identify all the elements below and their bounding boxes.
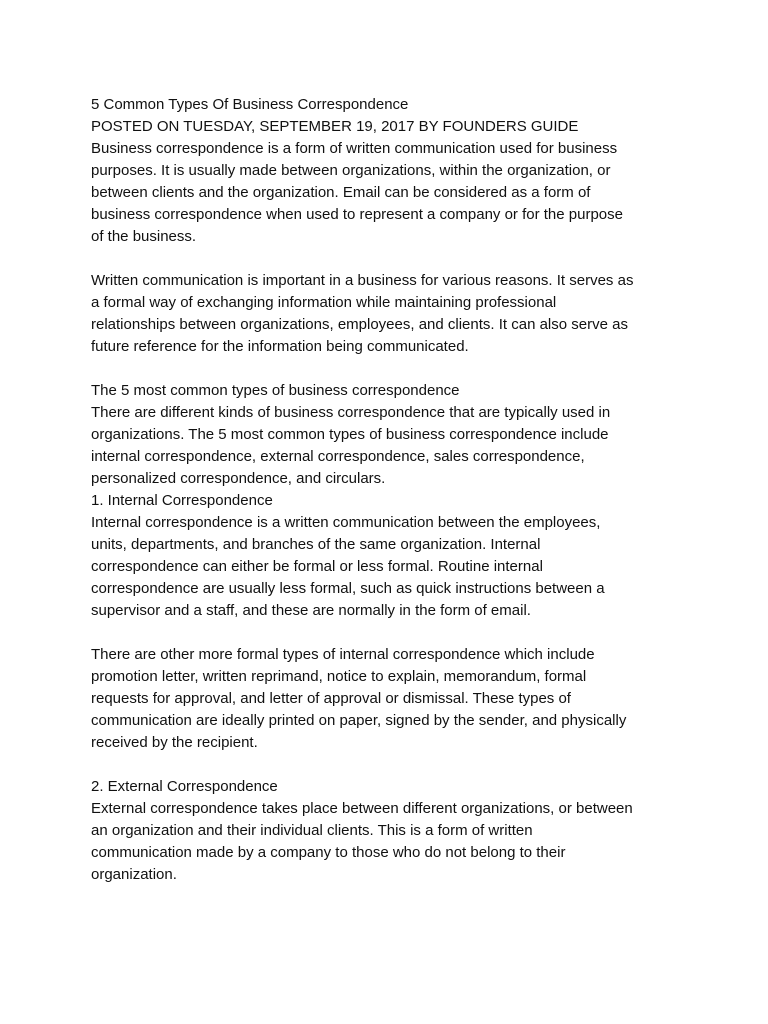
internal-formal-line: communication are ideally printed on paper, signed by the sender, and physically xyxy=(91,712,627,729)
types-heading: The 5 most common types of business correspondence xyxy=(91,382,460,399)
external-line: communication made by a company to those who do not belong to their xyxy=(91,844,566,861)
internal-line: correspondence can either be formal or less formal. Routine internal xyxy=(91,558,543,575)
types-line: There are different kinds of business correspondence that are typically used in xyxy=(91,404,611,421)
external-paragraph xyxy=(91,798,691,886)
importance-line: a formal way of exchanging information while maintaining professional xyxy=(91,294,557,311)
document-title: 5 Common Types Of Business Correspondence xyxy=(91,96,409,113)
internal-paragraph xyxy=(91,512,691,622)
document-byline: POSTED ON TUESDAY, SEPTEMBER 19, 2017 BY FOUNDERS GUIDE xyxy=(91,118,579,135)
intro-line: between clients and the organization. Email can be considered as a form of xyxy=(91,184,591,201)
intro-line: business correspondence when used to represent a company or for the purpose xyxy=(91,206,623,223)
types-line: organizations. The 5 most common types of business correspondence include xyxy=(91,426,609,443)
importance-line: future reference for the information being communicated. xyxy=(91,338,469,355)
internal-line: supervisor and a staff, and these are normally in the form of email. xyxy=(91,602,531,619)
internal-formal-line: There are other more formal types of internal correspondence which include xyxy=(91,646,595,663)
internal-formal-paragraph xyxy=(91,644,691,754)
types-paragraph xyxy=(91,402,691,490)
internal-formal-line: promotion letter, written reprimand, notice to explain, memorandum, formal xyxy=(91,668,587,685)
external-line: an organization and their individual clients. This is a form of written xyxy=(91,822,533,839)
internal-formal-line: requests for approval, and letter of approval or dismissal. These types of xyxy=(91,690,571,707)
types-line: personalized correspondence, and circulars. xyxy=(91,470,386,487)
internal-line: Internal correspondence is a written communication between the employees, xyxy=(91,514,601,531)
external-line: External correspondence takes place between different organizations, or between xyxy=(91,800,633,817)
internal-line: units, departments, and branches of the same organization. Internal xyxy=(91,536,541,553)
paragraph-gap xyxy=(91,358,691,380)
internal-formal-line: received by the recipient. xyxy=(91,734,258,751)
paragraph-gap xyxy=(91,622,691,644)
importance-line: Written communication is important in a business for various reasons. It serves as xyxy=(91,272,634,289)
importance-line: relationships between organizations, employees, and clients. It can also serve as xyxy=(91,316,628,333)
intro-line: of the business. xyxy=(91,228,197,245)
intro-line: Business correspondence is a form of written communication used for business xyxy=(91,140,618,157)
document-page xyxy=(91,94,691,886)
intro-paragraph xyxy=(91,138,691,248)
external-heading: 2. External Correspondence xyxy=(91,778,278,795)
types-line: internal correspondence, external correspondence, sales correspondence, xyxy=(91,448,585,465)
paragraph-gap xyxy=(91,754,691,776)
internal-heading: 1. Internal Correspondence xyxy=(91,492,273,509)
paragraph-gap xyxy=(91,248,691,270)
internal-line: correspondence are usually less formal, such as quick instructions between a xyxy=(91,580,605,597)
intro-line: purposes. It is usually made between organizations, within the organization, or xyxy=(91,162,611,179)
importance-paragraph xyxy=(91,270,691,358)
external-line: organization. xyxy=(91,866,177,883)
